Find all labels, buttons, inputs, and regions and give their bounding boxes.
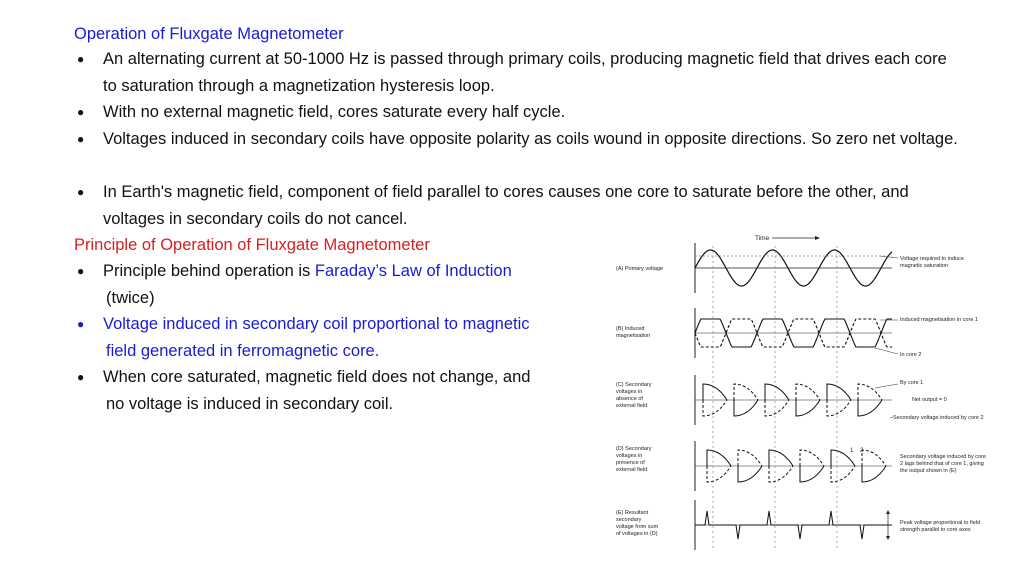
- row-label: (C) Secondary: [616, 382, 652, 388]
- annotation-lag: the output shown in (E): [900, 468, 957, 474]
- bullet-item: [77, 258, 603, 311]
- time-arrow-head: [815, 236, 820, 240]
- bullet-text: Voltage induced in secondary coil proportional to magnetic: [103, 315, 530, 333]
- secondary-voltage-pulse-core2: [703, 400, 727, 416]
- row-label: absence of: [616, 396, 643, 402]
- row-label: (D) Secondary: [616, 446, 652, 452]
- secondary-voltage-pulse-core1: [796, 400, 820, 416]
- secondary-voltage-pulse-shifted-core2: [800, 450, 824, 466]
- row-label: (B) Induced: [616, 326, 645, 332]
- bullet-text: Voltages induced in secondary coils have opposite polarity as coils wound in opposite directions. So zero net voltage.: [103, 130, 958, 148]
- section-title-operation: Operation of Fluxgate Magnetometer: [74, 25, 344, 43]
- secondary-voltage-pulse-core1: [734, 400, 758, 416]
- row-label: external field: [616, 403, 648, 409]
- annotation-core1: Induced magnetisation in core 1: [900, 317, 978, 323]
- secondary-voltage-pulse-shifted-core1: [707, 450, 731, 466]
- secondary-voltage-pulse-shifted-core2: [738, 450, 762, 466]
- secondary-voltage-pulse-shifted-core1: [769, 450, 793, 466]
- marker-2: 2: [860, 448, 864, 454]
- bullet-dot-icon: ●: [77, 370, 85, 384]
- secondary-voltage-pulse-core2: [734, 384, 758, 400]
- bullet-text-continued: (twice): [106, 288, 155, 307]
- bullet-text-continued: no voltage is induced in secondary coil.: [106, 394, 394, 413]
- secondary-voltage-pulse-core1: [827, 384, 851, 400]
- bullet-dot-icon: ●: [77, 132, 85, 146]
- leader-line: [875, 348, 898, 354]
- secondary-voltage-pulse-core2: [858, 384, 882, 400]
- secondary-voltage-pulse-shifted-core1: [738, 466, 762, 482]
- secondary-voltage-pulse-shifted-core2: [769, 466, 793, 482]
- secondary-voltage-pulse-shifted-core1: [800, 466, 824, 482]
- peak-arrow-down: [886, 536, 890, 540]
- bullet-text: An alternating current at 50-1000 Hz is passed through primary coils, producing magnetic field that drives each core to saturation through a magnetization hysteresis loop.: [103, 50, 947, 95]
- secondary-voltage-pulse-core1: [858, 400, 882, 416]
- secondary-voltage-pulse-core2: [827, 400, 851, 416]
- row-label: secondary: [616, 517, 642, 523]
- row-label: presence of: [616, 460, 645, 466]
- secondary-voltage-pulse-shifted-core1: [862, 466, 886, 482]
- bullet-item: [77, 99, 963, 126]
- secondary-voltage-pulse-core2: [796, 384, 820, 400]
- row-label: (A) Primary voltage: [616, 266, 664, 272]
- peak-arrow-up: [886, 510, 890, 514]
- bullet-dot-icon: ●: [77, 105, 85, 119]
- annotation-by-core1: By core 1: [900, 380, 924, 386]
- secondary-voltage-pulse-shifted-core2: [862, 450, 886, 466]
- annotation-saturation: magnetic saturation: [900, 263, 948, 269]
- bullet-dot-icon: ●: [77, 185, 85, 199]
- bullet-text: With no external magnetic field, cores saturate every half cycle.: [103, 103, 566, 121]
- marker-1: 1: [850, 448, 854, 454]
- fluxgate-waveform-diagram: [610, 228, 1010, 558]
- secondary-voltage-pulse-shifted-core2: [707, 466, 731, 482]
- time-label: Time: [755, 235, 770, 242]
- secondary-voltage-pulse-core1: [703, 384, 727, 400]
- faraday-law-link[interactable]: Faraday’s Law of Induction: [314, 262, 512, 280]
- annotation-saturation: Voltage required to induce: [900, 256, 964, 262]
- bullet-text: When core saturated, magnetic field does not change, and: [103, 368, 531, 386]
- annotation-lag: Secondary voltage induced by core: [900, 454, 986, 460]
- leader-line: [875, 384, 898, 388]
- bullet-text-continued: field generated in ferromagnetic core.: [106, 341, 380, 360]
- bullet-item: [77, 311, 603, 364]
- bullet-item: [77, 126, 963, 153]
- row-label: voltages in: [616, 453, 643, 459]
- annotation-lag: 2 lags behind that of core 1, giving: [900, 461, 984, 467]
- row-label: magnetisation: [616, 333, 651, 339]
- section-title-principle: Principle of Operation of Fluxgate Magnetometer: [74, 236, 430, 254]
- annotation-peak: Peak voltage proportional to field: [900, 520, 981, 526]
- secondary-voltage-pulse-core2: [765, 400, 789, 416]
- bullet-item: [77, 46, 963, 99]
- bullet-item: [77, 179, 963, 232]
- bullet-dot-icon: ●: [77, 264, 85, 278]
- bullet-dot-icon: ●: [77, 52, 85, 66]
- annotation-peak: strength parallel to core axes: [900, 527, 971, 533]
- row-label: voltage from sum: [616, 524, 659, 530]
- bullet-text: In Earth's magnetic field, component of field parallel to cores causes one core to saturate before the other, and voltages in secondary coils do not cancel.: [103, 183, 909, 228]
- annotation-core2-secondary: Secondary voltage induced by core 2: [893, 415, 984, 421]
- bullet-text: Principle behind operation is: [103, 262, 315, 280]
- annotation-net-output: Net output = 0: [912, 397, 947, 403]
- waveform-svg: [610, 228, 1010, 558]
- annotation-core2: In core 2: [900, 352, 922, 358]
- bullet-dot-icon: ●: [77, 317, 85, 331]
- bullet-item: [77, 364, 603, 417]
- row-label: (E) Resultant: [616, 510, 649, 516]
- row-label: of voltages in (D): [616, 531, 658, 537]
- row-label: external field: [616, 467, 648, 473]
- secondary-voltage-pulse-core1: [765, 384, 789, 400]
- secondary-voltage-pulse-shifted-core2: [831, 466, 855, 482]
- row-label: voltages in: [616, 389, 643, 395]
